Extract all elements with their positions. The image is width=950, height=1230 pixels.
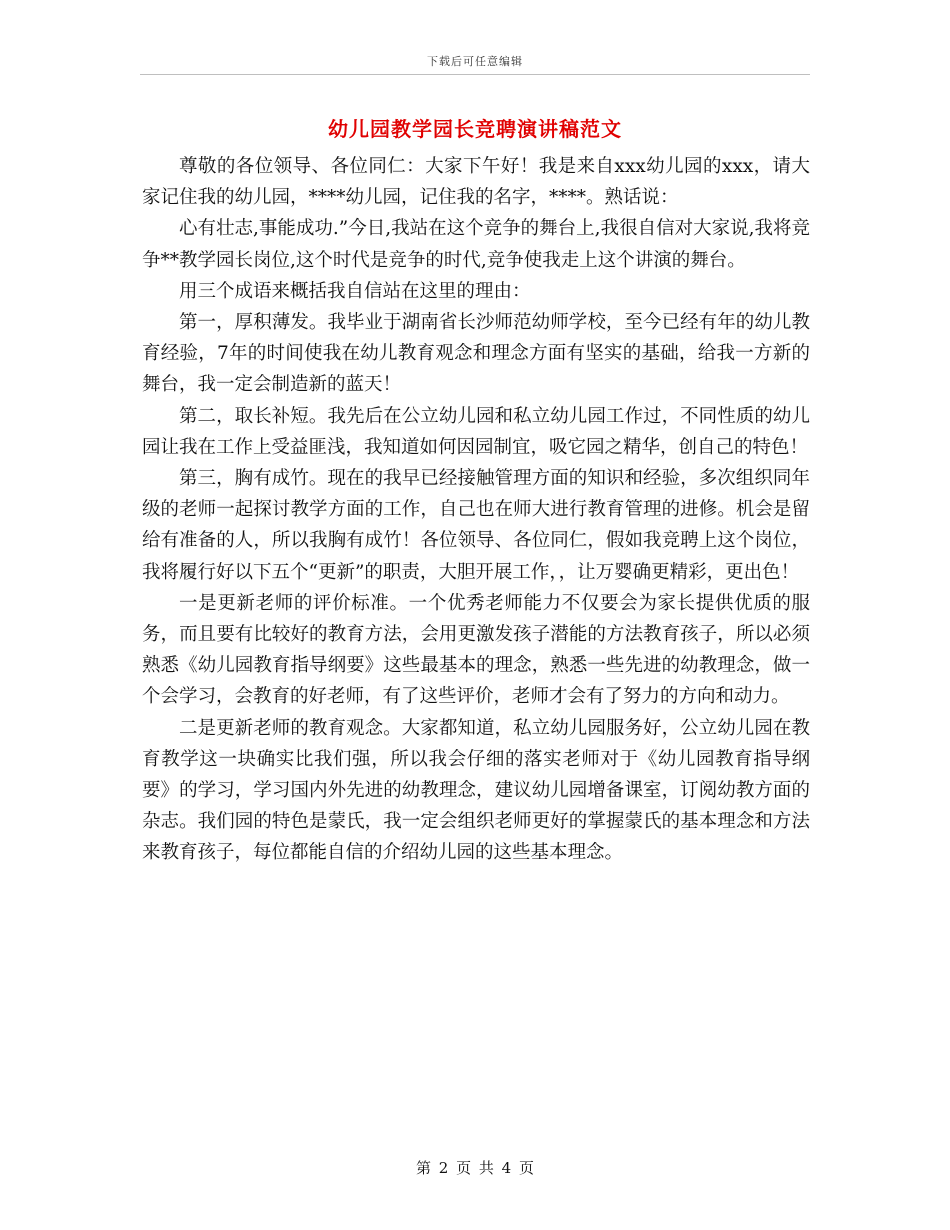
document-body xyxy=(142,151,810,869)
header-note: 下载后可任意编辑 xyxy=(427,55,523,68)
paragraph-reasons-intro: 用三个成语来概括我自信站在这里的理由： xyxy=(179,280,531,302)
page-number: 第 2 页 共 4 页 xyxy=(416,1159,534,1177)
header-divider xyxy=(140,74,810,75)
paragraph-update-2: 二是更新老师的教育观念。大家都知道，私立幼儿园服务好，公立幼儿园在教育教学这一块确实比我们强，所以我会仔细的落实老师对于《幼儿园教育指导纲要》的学习，学习国内外先进的幼教理念，建议幼儿园增备课室，订阅幼教方面的杂志。我们园的特色是蒙氏，我一定会组织老师更好的掌握蒙氏的基本理念和方法来教育孩子，每位都能自信的介绍幼儿园的这些基本理念。 xyxy=(142,717,810,864)
paragraph-update-1: 一是更新老师的评价标准。一个优秀老师能力不仅要会为家长提供优质的服务，而且要有比较好的教育方法，会用更激发孩子潜能的方法教育孩子，所以必须熟悉《幼儿园教育指导纲要》这些最基本的理念，熟悉一些先进的幼教理念，做一个会学习，会教育的好老师，有了这些评价，老师才会有了努力的方向和动力。 xyxy=(142,592,810,708)
paragraph-reason-3: 第三，胸有成竹。现在的我早已经接触管理方面的知识和经验，多次组织同年级的老师一起探讨教学方面的工作，自己也在师大进行教育管理的进修。机会是留给有准备的人，所以我胸有成竹！各位领导、各位同仁，假如我竞聘上这个岗位，我将履行好以下五个“更新”的职责，大胆开展工作，，让万婴确更精彩，更出色！ xyxy=(142,468,810,583)
paragraph-greeting: 尊敬的各位领导、各位同仁：大家下午好！我是来自xxx幼儿园的xxx，请大家记住我的幼儿园，****幼儿园，记住我的名字，****。熟话说： xyxy=(142,156,810,209)
paragraph-ambition: 心有壮志,事能成功.”今日,我站在这个竞争的舞台上,我很自信对大家说,我将竞争**教学园长岗位,这个时代是竞争的时代,竞争使我走上这个讲演的舞台。 xyxy=(142,218,810,271)
paragraph-reason-1: 第一，厚积薄发。我毕业于湖南省长沙师范幼师学校，至今已经有年的幼儿教育经验，7年的时间使我在幼儿教育观念和理念方面有坚实的基础，给我一方新的舞台，我一定会制造新的蓝天！ xyxy=(142,312,810,396)
document-title: 幼儿园教学园长竞聘演讲稿范文 xyxy=(328,117,622,141)
paragraph-reason-2: 第二，取长补短。我先后在公立幼儿园和私立幼儿园工作过，不同性质的幼儿园让我在工作上受益匪浅，我知道如何因园制宜，吸它园之精华，创自己的特色！ xyxy=(142,405,810,458)
